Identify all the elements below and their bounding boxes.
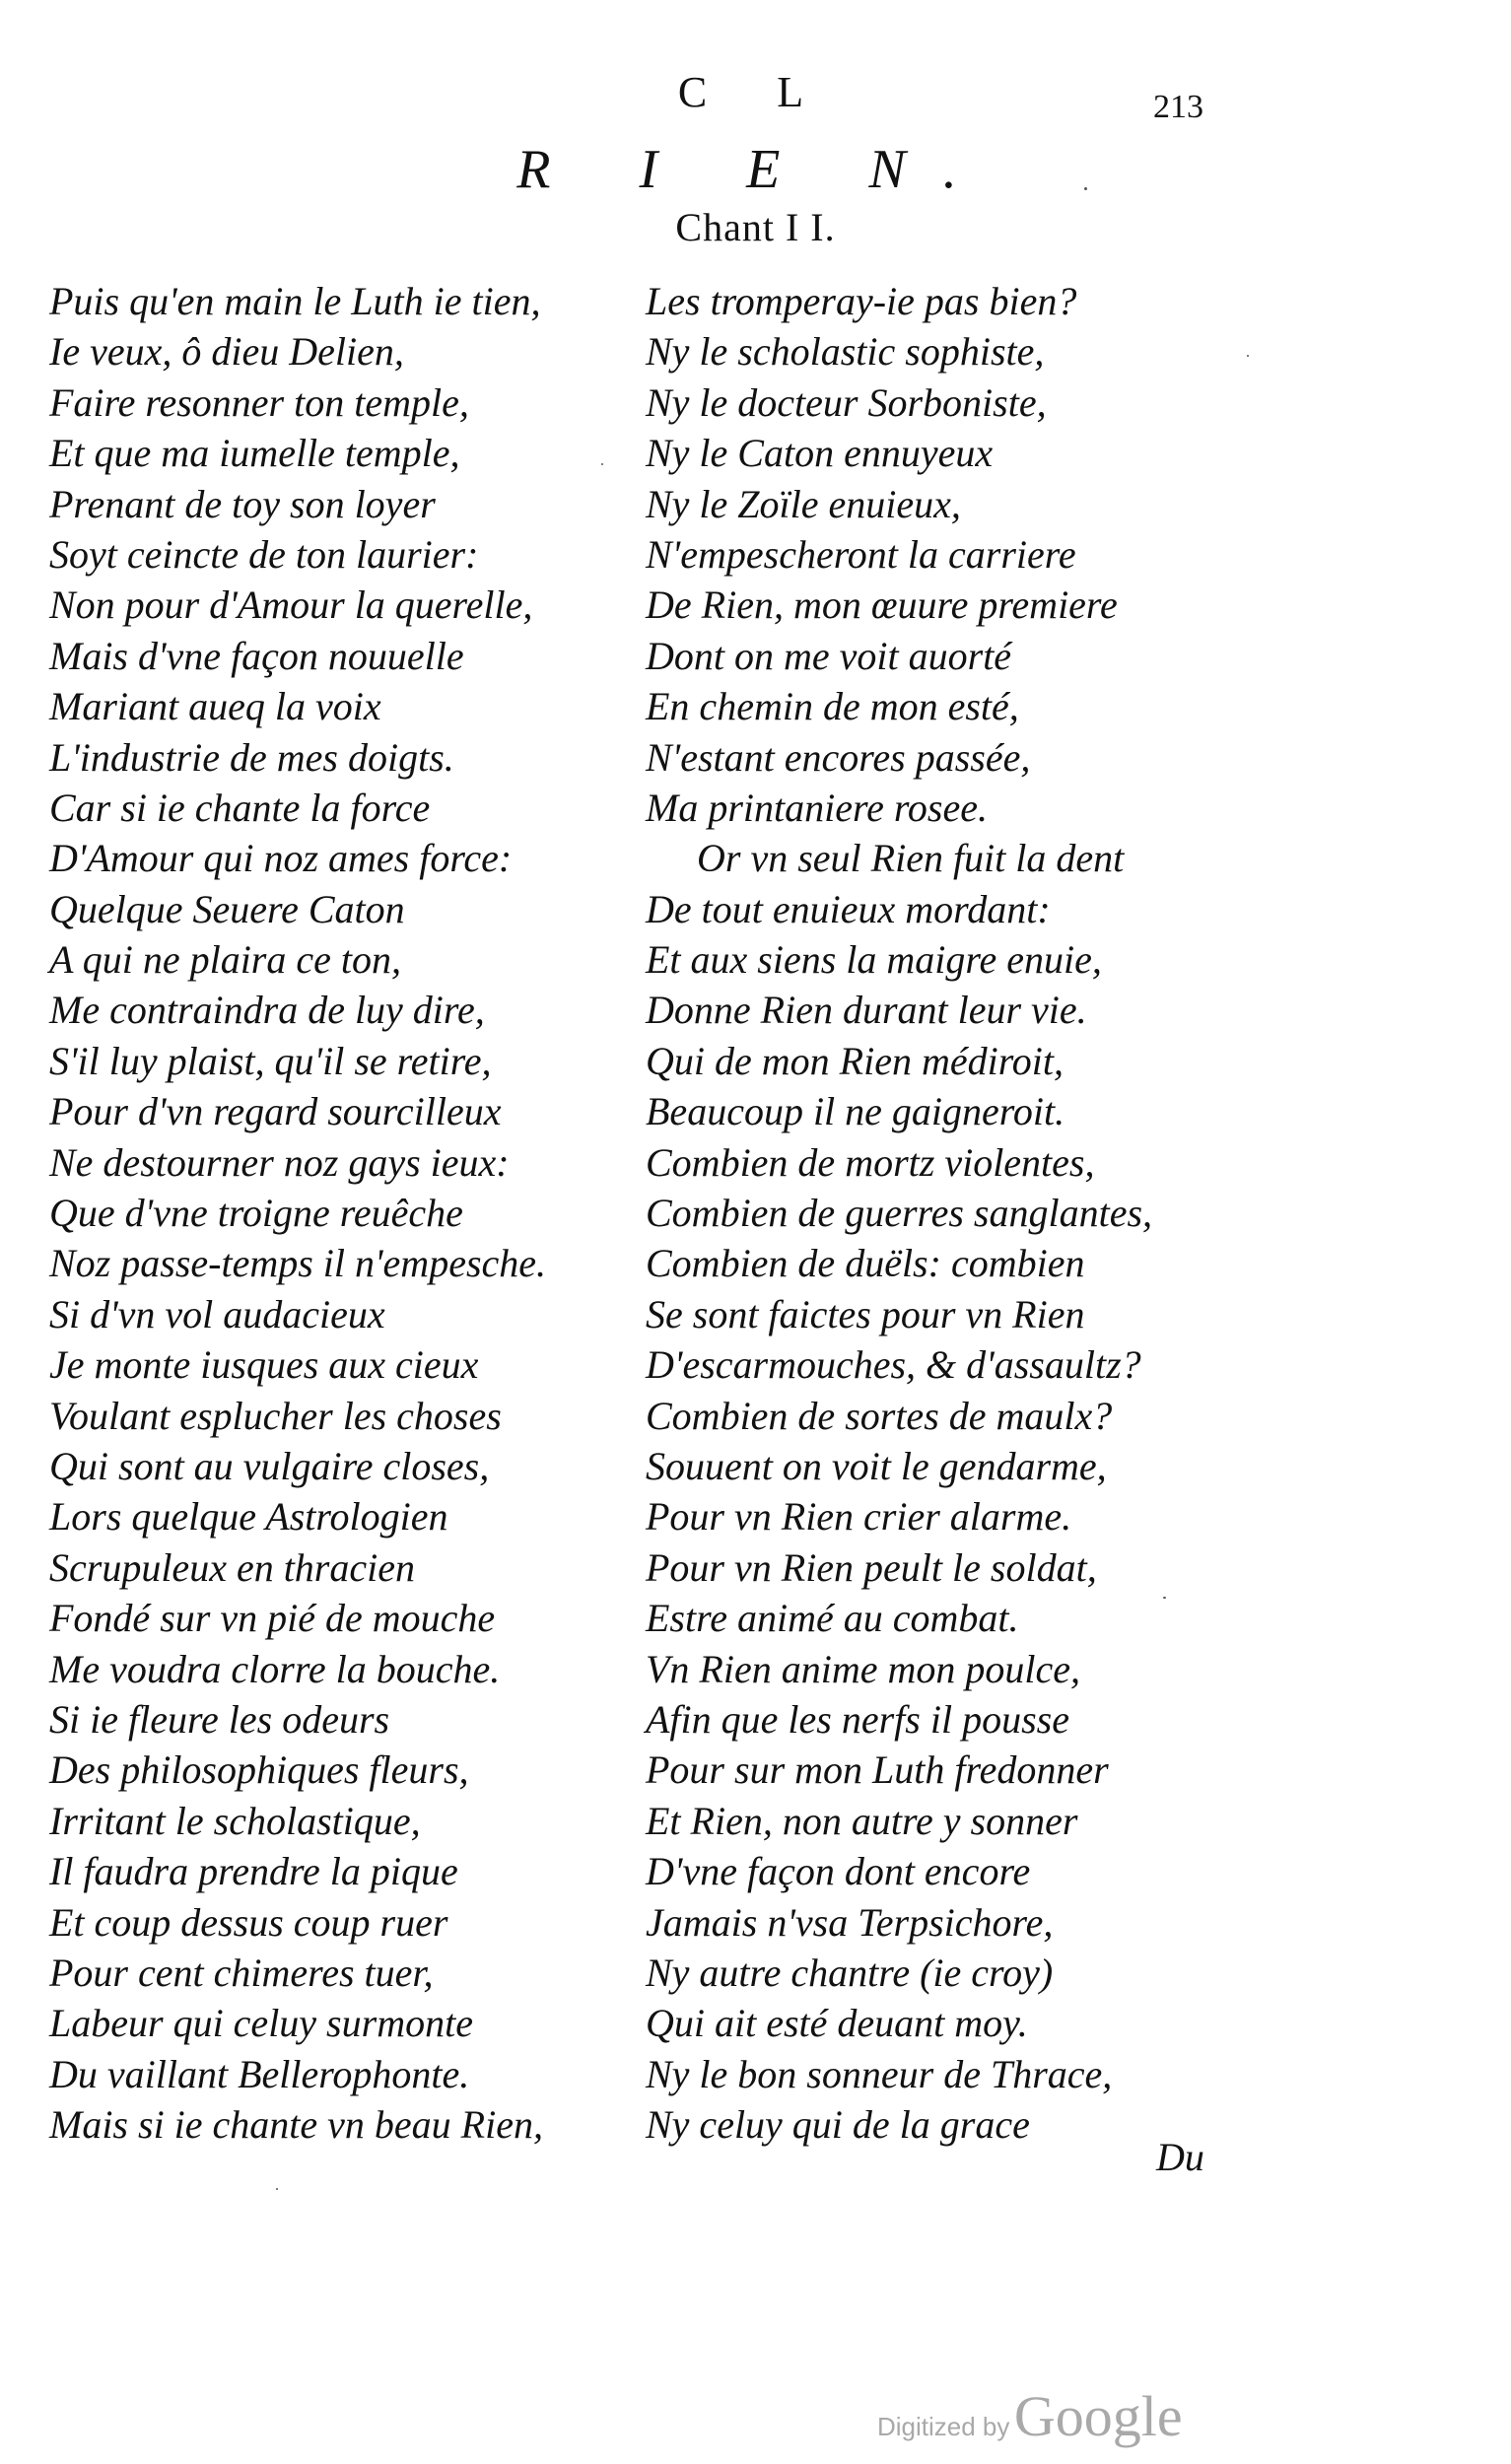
left-verse-line: Lors quelque Astrologien xyxy=(49,1494,448,1540)
right-verse-line: Donne Rien durant leur vie. xyxy=(646,988,1087,1033)
right-verse-line: Or vn seul Rien fuit la dent xyxy=(697,836,1125,881)
right-verse-line: D'vne façon dont encore xyxy=(646,1849,1031,1894)
paper-speck xyxy=(276,2188,278,2190)
right-verse-line: De tout enuieux mordant: xyxy=(646,886,1051,931)
right-verse-line: Estre animé au combat. xyxy=(646,1596,1019,1641)
left-verse-line: Et que ma iumelle temple, xyxy=(49,431,460,476)
left-verse-line: Du vaillant Bellerophonte. xyxy=(49,2051,470,2096)
left-verse-column xyxy=(49,276,631,2150)
right-verse-line: Ma printaniere rosee. xyxy=(646,785,988,830)
right-verse-line: En chemin de mon esté, xyxy=(646,684,1019,729)
left-verse-line: Non pour d'Amour la querelle, xyxy=(49,582,533,628)
right-verse-line: Combien de sortes de maulx? xyxy=(646,1393,1113,1438)
left-verse-line: Je monte iusques aux cieux xyxy=(49,1342,479,1388)
left-verse-line: Et coup dessus coup ruer xyxy=(49,1899,448,1945)
right-verse-line: Ny autre chantre (ie croy) xyxy=(646,1950,1054,1995)
left-verse-line: Il faudra prendre la pique xyxy=(49,1849,458,1894)
digitization-watermark xyxy=(877,2383,1183,2449)
left-verse-line: Me voudra clorre la bouche. xyxy=(49,1646,501,1691)
right-verse-line: Pour sur mon Luth fredonner xyxy=(646,1747,1109,1793)
left-verse-line: Voulant esplucher les choses xyxy=(49,1393,502,1438)
right-verse-line: Jamais n'vsa Terpsichore, xyxy=(646,1899,1054,1945)
right-verse-line: Ny le docteur Sorboniste, xyxy=(646,379,1047,425)
poem-title: R I E N. xyxy=(516,139,995,200)
right-verse-line: Ny le Zoïle enuieux, xyxy=(646,481,961,526)
paper-speck xyxy=(1084,187,1087,190)
left-verse-line: Pour cent chimeres tuer, xyxy=(49,1950,434,1995)
left-verse-line: Car si ie chante la force xyxy=(49,785,431,830)
right-verse-line: Vn Rien anime mon poulce, xyxy=(646,1646,1080,1691)
right-verse-line: Et aux siens la maigre enuie, xyxy=(646,937,1102,983)
right-verse-line: Qui de mon Rien médiroit, xyxy=(646,1038,1065,1083)
right-verse-line: Souuent on voit le gendarme, xyxy=(646,1443,1107,1488)
right-verse-line: Beaucoup il ne gaigneroit. xyxy=(646,1089,1065,1134)
left-verse-line: Pour d'vn regard sourcilleux xyxy=(49,1089,502,1134)
right-verse-line: Afin que les nerfs il pousse xyxy=(646,1696,1069,1742)
right-verse-line: Pour vn Rien crier alarme. xyxy=(646,1494,1072,1540)
left-verse-line: Soyt ceincte de ton laurier: xyxy=(49,531,479,577)
left-verse-line: Prenant de toy son loyer xyxy=(49,481,436,526)
watermark-prefix: Digitized by xyxy=(877,2412,1010,2441)
left-verse-line: Si d'vn vol audacieux xyxy=(49,1291,385,1336)
left-verse-line: Que d'vne troigne reuêche xyxy=(49,1191,463,1236)
right-verse-line: Dont on me voit auorté xyxy=(646,633,1012,678)
left-verse-line: L'industrie de mes doigts. xyxy=(49,734,454,780)
left-verse-line: Noz passe-temps il n'empesche. xyxy=(49,1241,547,1286)
right-verse-line: Les tromperay-ie pas bien? xyxy=(646,279,1077,323)
right-verse-line: Ny celuy qui de la grace xyxy=(646,2102,1030,2148)
running-head: C L xyxy=(677,68,834,116)
left-verse-line: Des philosophiques fleurs, xyxy=(49,1747,469,1793)
left-verse-line: Mariant aueq la voix xyxy=(49,684,381,729)
left-verse-line: Mais si ie chante vn beau Rien, xyxy=(49,2102,543,2148)
left-verse-line: Quelque Seuere Caton xyxy=(49,886,405,931)
right-verse-line: Combien de mortz violentes, xyxy=(646,1139,1095,1185)
right-verse-line: De Rien, mon œuure premiere xyxy=(646,582,1118,628)
right-verse-line: Pour vn Rien peult le soldat, xyxy=(646,1544,1097,1590)
page-number: 213 xyxy=(1153,89,1203,125)
right-verse-line: Ny le Caton ennuyeux xyxy=(646,431,994,476)
catchword: Du xyxy=(1156,2135,1204,2179)
right-verse-line: D'escarmouches, & d'assaultz? xyxy=(646,1342,1141,1388)
left-verse-line: Fondé sur vn pié de mouche xyxy=(49,1596,496,1641)
right-verse-line: N'estant encores passée, xyxy=(646,734,1031,780)
paper-speck xyxy=(601,463,603,465)
left-verse-line: Qui sont au vulgaire closes, xyxy=(49,1443,490,1488)
left-verse-line: Mais d'vne façon nouuelle xyxy=(49,633,464,678)
section-heading: Chant I I. xyxy=(675,205,836,249)
left-verse-line: Scrupuleux en thracien xyxy=(49,1544,415,1590)
paper-speck xyxy=(1163,1597,1166,1599)
right-verse-column xyxy=(646,276,1178,2150)
left-verse-line: Me contraindra de luy dire, xyxy=(49,988,485,1033)
right-verse-line: Qui ait esté deuant moy. xyxy=(646,2001,1028,2046)
left-verse-line: Si ie fleure les odeurs xyxy=(49,1696,390,1742)
left-verse-line: S'il luy plaist, qu'il se retire, xyxy=(49,1038,492,1083)
left-verse-line: Labeur qui celuy surmonte xyxy=(49,2001,473,2046)
right-verse-line: Se sont faictes pour vn Rien xyxy=(646,1291,1085,1336)
google-logo: Google xyxy=(1013,2384,1183,2448)
right-verse-line: Combien de guerres sanglantes, xyxy=(646,1191,1153,1236)
right-verse-line: Ny le scholastic sophiste, xyxy=(646,329,1045,375)
left-verse-line: Irritant le scholastique, xyxy=(49,1798,421,1843)
right-verse-line: Combien de duëls: combien xyxy=(646,1241,1085,1286)
left-verse-line: A qui ne plaira ce ton, xyxy=(49,937,401,983)
right-verse-line: Et Rien, non autre y sonner xyxy=(646,1798,1078,1843)
left-verse-line: D'Amour qui noz ames force: xyxy=(49,836,513,881)
right-verse-line: Ny le bon sonneur de Thrace, xyxy=(646,2051,1113,2096)
paper-speck xyxy=(1247,355,1249,357)
left-verse-line: Ie veux, ô dieu Delien, xyxy=(49,329,404,375)
left-verse-line: Faire resonner ton temple, xyxy=(49,379,469,425)
right-verse-line: N'empescheront la carriere xyxy=(646,531,1076,577)
left-verse-line: Ne destourner noz gays ieux: xyxy=(49,1139,510,1185)
left-verse-line: Puis qu'en main le Luth ie tien, xyxy=(49,279,541,323)
